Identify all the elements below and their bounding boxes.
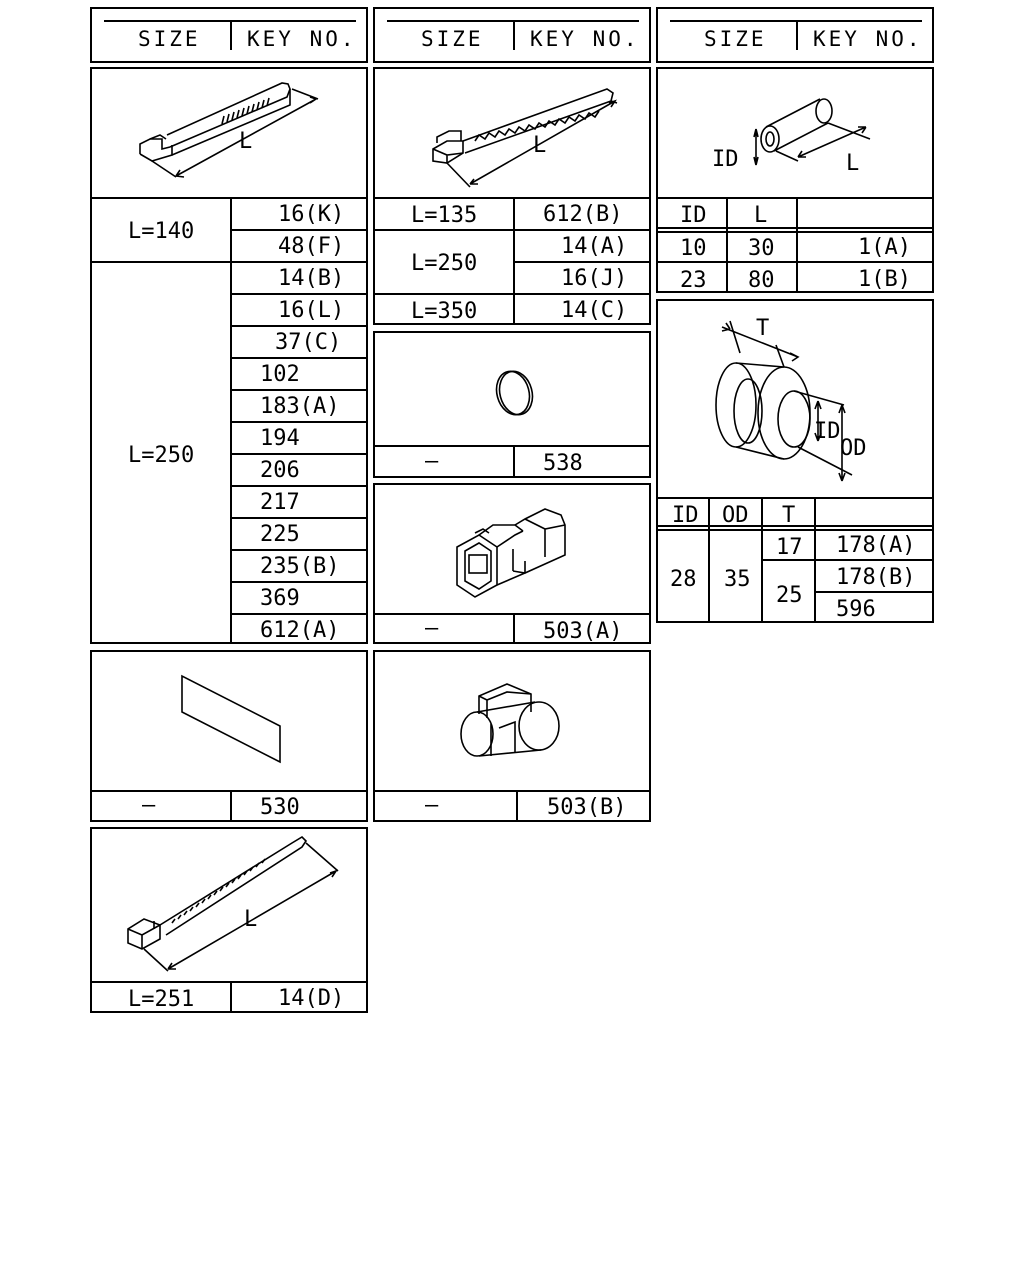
- l-cell: 80: [748, 268, 775, 293]
- key-cell: 16(L): [278, 298, 345, 323]
- tape-drawing: [92, 652, 368, 790]
- key-cell: 16(J): [561, 266, 628, 291]
- column-header-od: OD: [722, 503, 749, 528]
- size-header: SIZE: [704, 27, 767, 51]
- key-cell: 235(B): [260, 554, 340, 579]
- cable-tie-b-panel: [373, 67, 651, 325]
- key-cell: 596: [836, 597, 876, 622]
- key-cell: 194: [260, 426, 300, 451]
- size-cell: —: [425, 793, 439, 818]
- key-cell: 16(K): [278, 202, 345, 227]
- t-cell: 25: [776, 583, 803, 608]
- column-header-id: ID: [672, 503, 699, 528]
- header-box-2: [373, 7, 651, 63]
- dimension-label: L: [239, 129, 253, 154]
- dimension-label: L: [533, 133, 547, 158]
- key-cell: 1(B): [858, 267, 911, 292]
- size-cell: —: [425, 449, 439, 474]
- key-cell: 538: [543, 451, 583, 476]
- cable-tie-b-drawing: [375, 69, 651, 197]
- cable-tie-c-drawing: [92, 829, 368, 981]
- key-cell: 102: [260, 362, 300, 387]
- header-box-1: [90, 7, 368, 63]
- dimension-label: L: [244, 907, 258, 932]
- key-cell: 14(D): [278, 986, 345, 1011]
- key-no-header: KEY NO.: [530, 27, 640, 51]
- key-cell: 369: [260, 586, 300, 611]
- grommet-panel: [656, 299, 934, 623]
- cable-tie-a-drawing: [92, 69, 368, 197]
- dimension-label-id: ID: [814, 419, 841, 444]
- dimension-label-t: T: [756, 316, 770, 341]
- header-box-3: [656, 7, 934, 63]
- dimension-label-od: OD: [840, 436, 867, 461]
- od-cell: 35: [724, 567, 751, 592]
- id-cell: 10: [680, 236, 707, 261]
- size-cell: L=251: [128, 987, 195, 1012]
- key-cell: 48(F): [278, 234, 345, 259]
- size-cell: L=250: [128, 443, 195, 468]
- key-cell: 14(B): [278, 266, 345, 291]
- tube-panel: [656, 67, 934, 293]
- dimension-label-l: L: [846, 151, 860, 176]
- t-cell: 17: [776, 535, 803, 560]
- key-cell: 503(A): [543, 619, 623, 644]
- disc-panel: [373, 331, 651, 478]
- key-cell: 178(B): [836, 565, 916, 590]
- size-cell: L=350: [411, 299, 478, 324]
- size-cell: L=250: [411, 251, 478, 276]
- disc-drawing: [375, 333, 651, 445]
- tube-drawing: [658, 69, 934, 197]
- column-header-l: L: [754, 203, 768, 228]
- size-cell: L=140: [128, 219, 195, 244]
- connector-panel: [373, 483, 651, 644]
- key-cell: 503(B): [547, 795, 627, 820]
- size-header: SIZE: [138, 27, 201, 51]
- size-cell: —: [425, 616, 439, 641]
- size-cell: —: [142, 793, 156, 818]
- l-cell: 30: [748, 236, 775, 261]
- key-no-header: KEY NO.: [247, 27, 357, 51]
- tape-panel: [90, 650, 368, 822]
- key-cell: 217: [260, 490, 300, 515]
- size-header: SIZE: [421, 27, 484, 51]
- dimension-label-id: ID: [712, 147, 739, 172]
- id-cell: 23: [680, 268, 707, 293]
- cable-tie-c-panel: [90, 827, 368, 1013]
- column-header-t: T: [782, 503, 796, 528]
- cable-tie-a-panel: [90, 67, 368, 644]
- key-cell: 183(A): [260, 394, 340, 419]
- key-cell: 206: [260, 458, 300, 483]
- cap-drawing: [375, 652, 651, 790]
- key-cell: 37(C): [275, 330, 342, 355]
- size-cell: L=135: [411, 203, 478, 228]
- key-cell: 14(A): [561, 234, 628, 259]
- column-header-id: ID: [680, 203, 707, 228]
- key-cell: 14(C): [561, 298, 628, 323]
- key-no-header: KEY NO.: [813, 27, 923, 51]
- key-cell: 612(A): [260, 618, 340, 643]
- key-cell: 612(B): [543, 202, 623, 227]
- key-cell: 225: [260, 522, 300, 547]
- cap-panel: [373, 650, 651, 822]
- key-cell: 530: [260, 795, 300, 820]
- key-cell: 178(A): [836, 533, 916, 558]
- grommet-drawing: [658, 301, 934, 497]
- key-cell: 1(A): [858, 235, 911, 260]
- id-cell: 28: [670, 567, 697, 592]
- connector-drawing: [375, 485, 651, 613]
